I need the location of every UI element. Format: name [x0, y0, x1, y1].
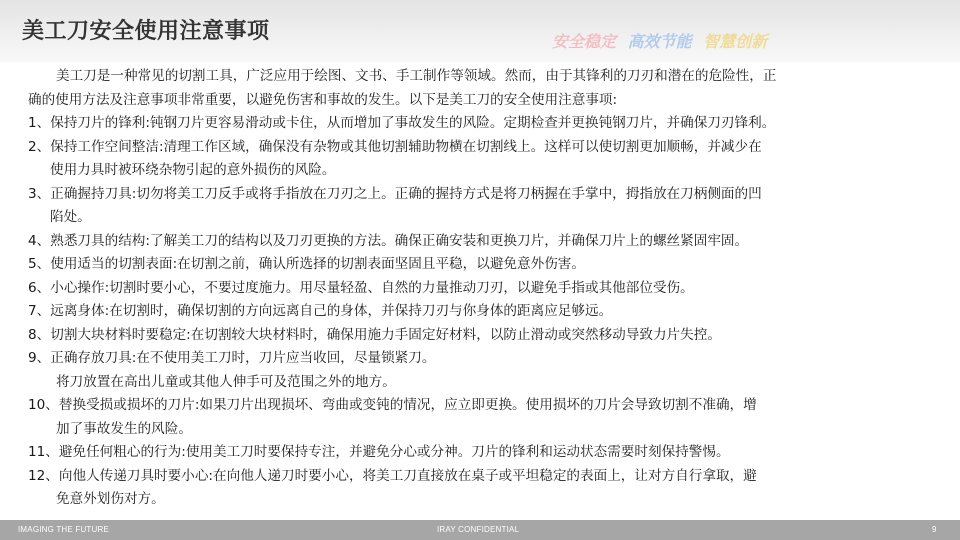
footer-tagline: IMAGING THE FUTURE [18, 525, 110, 534]
body-text [28, 65, 918, 512]
list-item: 6、小心操作:切割时要小心，不要过度施力。用尽量轻盈、自然的力量推动刀刃，以避免手指或其他部位受伤。 [28, 279, 694, 296]
list-item: 3、正确握持刀具:切勿将美工刀反手或将手指放在刀刃之上。正确的握持方式是将刀柄握在手掌中，拇指放在刀柄侧面的凹 [28, 185, 762, 202]
list-item: 7、远离身体:在切割时，确保切割的方向远离自己的身体，并保持刀刃与你身体的距离应足够远。 [28, 303, 613, 319]
list-item: 1、保持刀片的锋利:钝钢刀片更容易滑动或卡住，从而增加了事故发生的风险。定期检查并更换钝钢刀片，并确保刀刃锋利。 [28, 115, 776, 131]
list-item: 9、正确存放刀具:在不使用美工刀时，刀片应当收回，尽量锁紧刀。 [28, 350, 436, 366]
list-item: 12、向他人传递刀具时要小心:在向他人递刀时要小心，将美工刀直接放在桌子或平坦稳定的表面上，让对方自行拿取，避 [28, 467, 757, 484]
list-item: 11、避免任何粗心的行为:使用美工刀时要保持专注，并避免分心或分神。刀片的锋利和运动状态需要时刻保持警惕。 [28, 444, 730, 460]
list-item-continuation: 免意外划伤对方。 [56, 491, 165, 507]
footer-confidential-label: IRAY CONFIDENTIAL [437, 525, 520, 534]
list-item-continuation: 加了事故发生的风险。 [56, 420, 192, 437]
list-item-continuation: 陷处。 [50, 209, 91, 225]
list-item: 5、使用适当的切割表面:在切割之前，确认所选择的切割表面坚固且平稳，以避免意外伤害。 [28, 256, 585, 272]
intro-paragraph-line: 美工刀是一种常见的切割工具，广泛应用于绘图、文书、手工制作等领域。然而，由于其锋利的刀刃和潜在的危险性，正 [56, 68, 777, 84]
list-item: 2、保持工作空间整洁:清理工作区域，确保没有杂物或其他切割辅助物横在切割线上。这样可以使切割更加顺畅，并减少在 [28, 138, 762, 155]
slogan-part-1: 安全稳定 [552, 32, 617, 51]
slogan-part-2: 高效节能 [627, 32, 692, 51]
slogan [552, 29, 773, 52]
slogan-part-3: 智慧创新 [703, 32, 768, 51]
footer-bar [0, 520, 960, 540]
list-item-continuation: 将刀放置在高出儿童或其他人伸手可及范围之外的地方。 [56, 373, 396, 390]
list-item-continuation: 使用力具时被环绕杂物引起的意外损伤的风险。 [50, 162, 336, 178]
list-item: 4、熟悉刀具的结构:了解美工刀的结构以及刀刃更换的方法。确保正确安装和更换刀片，并确保刀片上的螺丝紧固牢固。 [28, 232, 749, 249]
intro-paragraph-line: 确的使用方法及注意事项非常重要，以避免伤害和事故的发生。以下是美工刀的安全使用注意事项: [28, 91, 618, 108]
page-title: 美工刀安全使用注意事项 [22, 19, 270, 44]
list-item: 8、切割大块材料时要稳定:在切割较大块材料时，确保用施力手固定好材料，以防止滑动或突然移动导致力片失控。 [28, 326, 721, 343]
page-number: 9 [932, 525, 937, 534]
list-item: 10、替换受损或损坏的刀片:如果刀片出现损坏、弯曲或变钝的情况，应立即更换。使用损坏的刀片会导致切割不准确，增 [28, 397, 757, 413]
